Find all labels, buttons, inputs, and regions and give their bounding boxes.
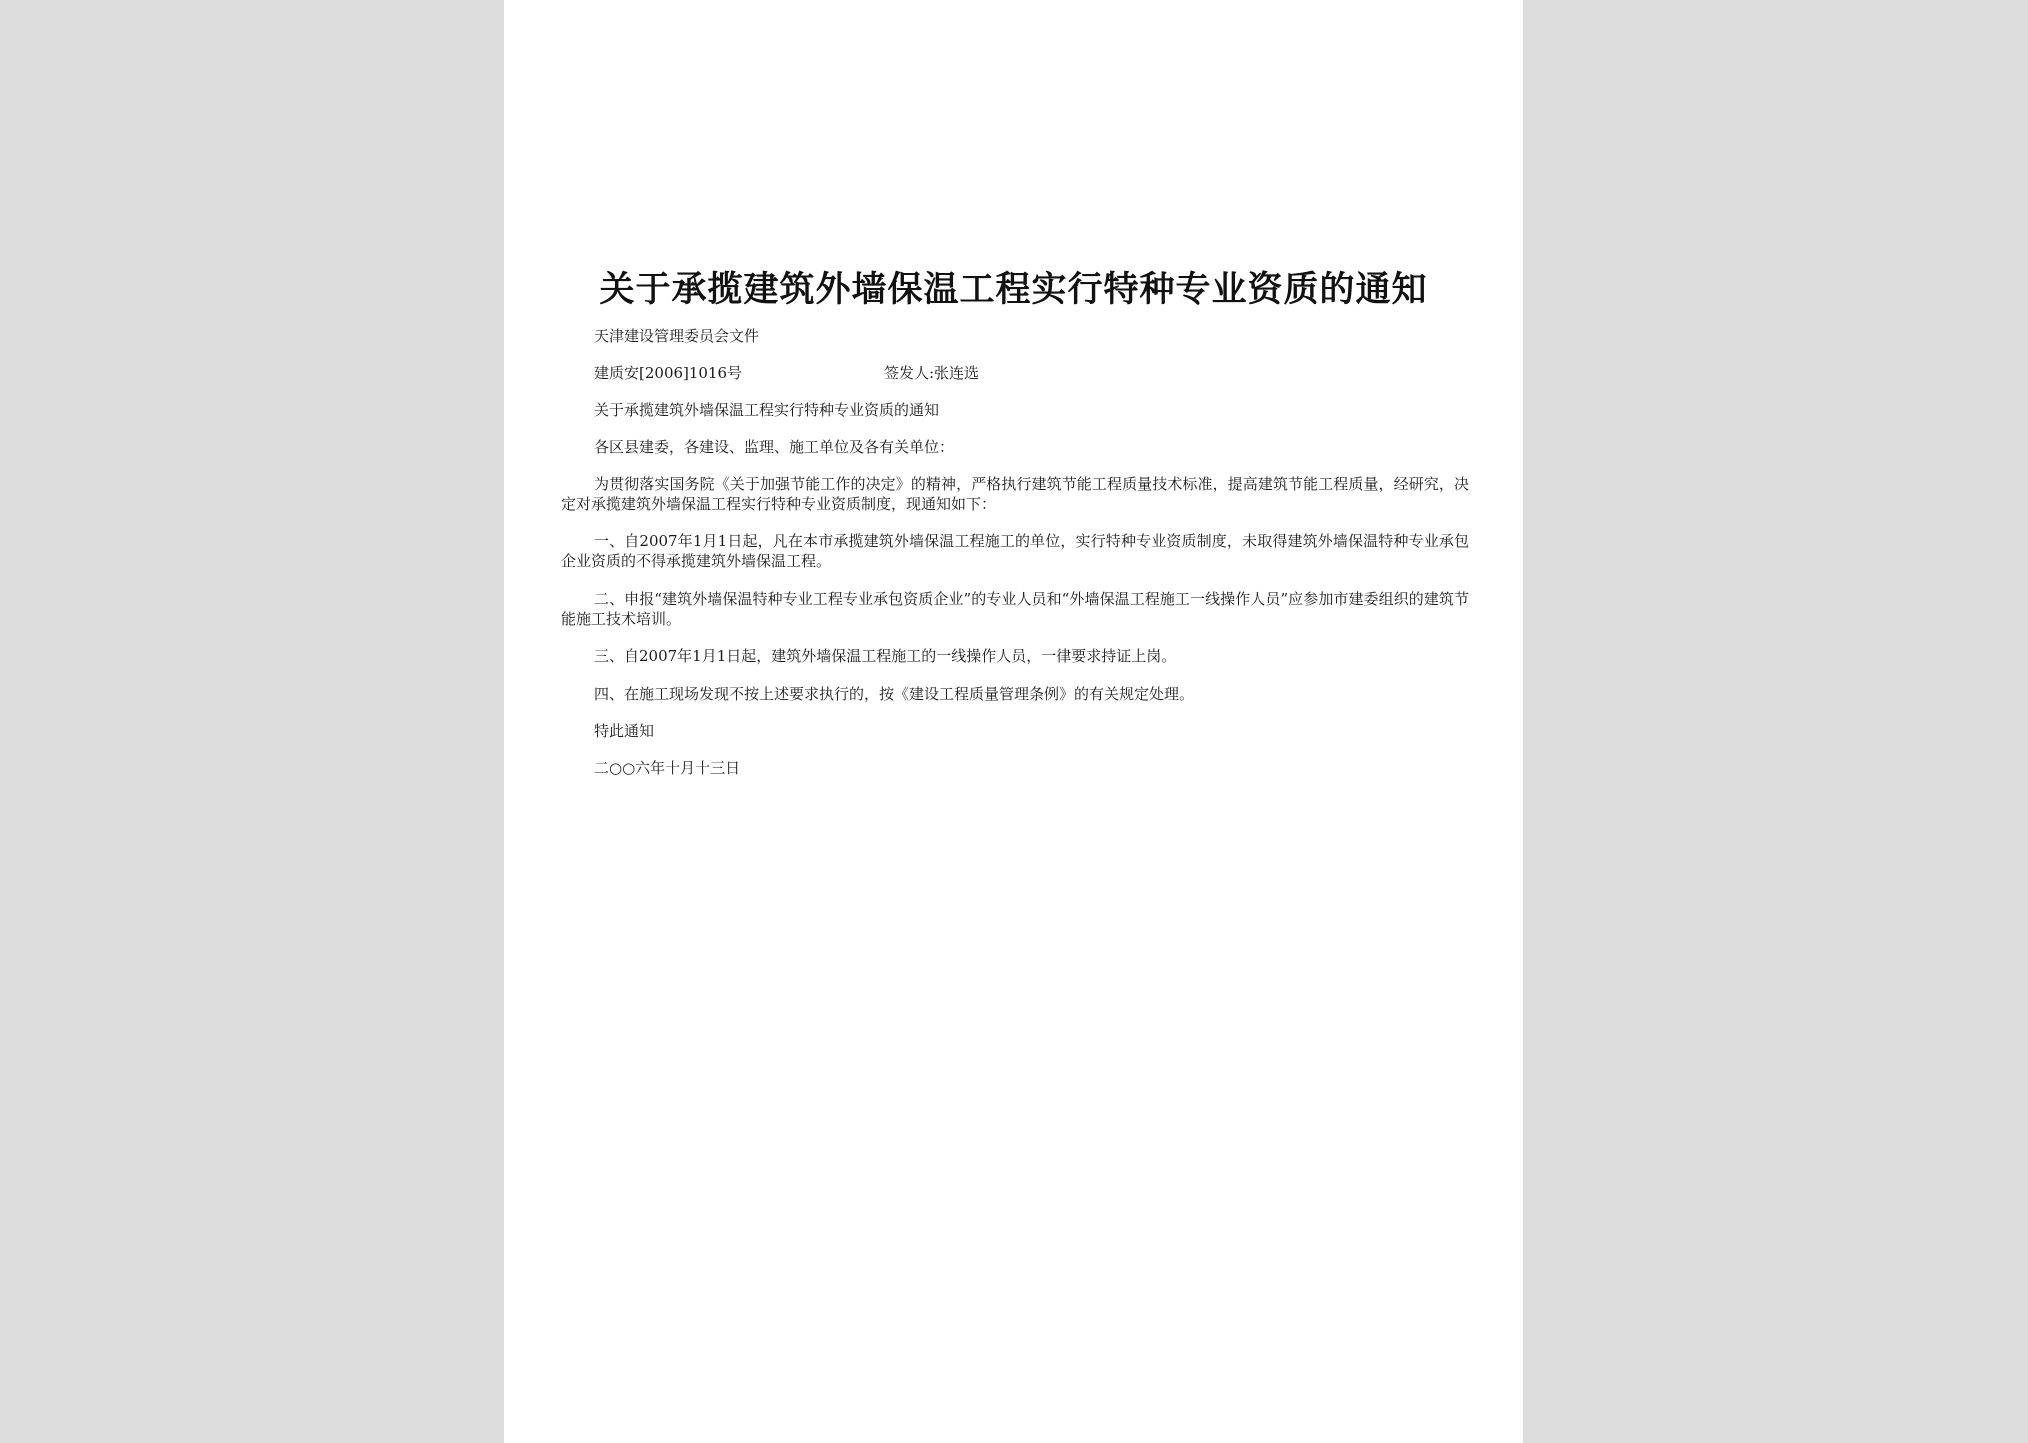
addressee: 各区县建委，各建设、监理、施工单位及各有关单位： [594,438,955,456]
closing-text: 特此通知 [594,722,655,740]
paragraph-item-4: 四、在施工现场发现不按上述要求执行的，按《建设工程质量管理条例》的有关规定处理。 [594,685,1195,703]
signer: 签发人:张连选 [884,364,980,382]
issuer-line: 天津建设管理委员会文件 [594,327,760,345]
document-page [504,0,1523,1443]
paragraph-item-2: 二、申报“建筑外墙保温特种专业工程专业承包资质企业”的专业人员和“外墙保温工程施工一线操作人员”应参加市建委组织的建筑节能施工技术培训。 [561,590,1469,628]
paragraph-intro: 为贯彻落实国务院《关于加强节能工作的决定》的精神，严格执行建筑节能工程质量技术标准，提高建筑节能工程质量，经研究，决定对承揽建筑外墙保温工程实行特种专业资质制度，现通知如下： [561,475,1469,513]
subtitle: 关于承揽建筑外墙保温工程实行特种专业资质的通知 [594,401,940,419]
document-date: 二○○六年十月十三日 [594,759,741,777]
document-title: 关于承揽建筑外墙保温工程实行特种专业资质的通知 [599,269,1428,310]
paragraph-item-1: 一、自2007年1月1日起，凡在本市承揽建筑外墙保温工程施工的单位，实行特种专业资质制度，未取得建筑外墙保温特种专业承包企业资质的不得承揽建筑外墙保温工程。 [561,532,1469,570]
paragraph-item-3: 三、自2007年1月1日起，建筑外墙保温工程施工的一线操作人员，一律要求持证上岗。 [594,647,1177,665]
doc-number: 建质安[2006]1016号 [594,364,743,382]
